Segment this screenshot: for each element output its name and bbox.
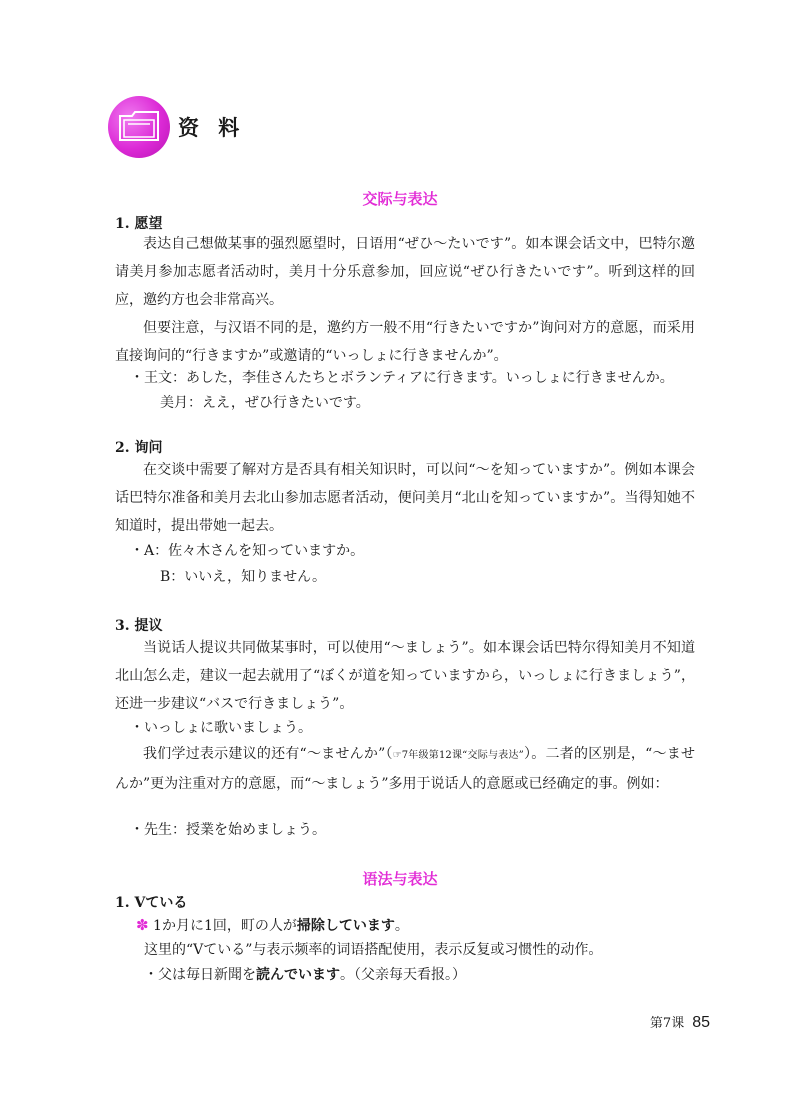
lesson-label: 第7课 (649, 1016, 685, 1031)
example-v-teiru-2-c: 。（父亲每天看报。） (340, 967, 466, 983)
flower-icon: ✽ (136, 916, 149, 934)
example-ask-1: ・A：佐々木さんを知っていますか。 (130, 543, 365, 559)
example-v-teiru-1-c: 。 (394, 918, 409, 934)
paragraph-wish-1: 表达自己想做某事的强烈愿望时，日语用“ぜひ～たいです”。如本课会话文中，巴特尔邀请美月参加志愿者活动时，美月十分乐意参加，回应说“ぜひ行きたいです”。听到这样的回应，邀约方也会非常高兴。 (115, 236, 695, 308)
example-v-teiru-1-b: 掃除しています (296, 918, 395, 934)
example-v-teiru-1-a: 1か月に1回，町の人が (153, 918, 297, 934)
page-title: 资 料 (178, 116, 246, 140)
paragraph-suggest-1: 当说话人提议共同做某事时，可以使用“～ましょう”。如本课会话巴特尔得知美月不知道北山怎么走，建议一起去就用了“ぼくが道を知っていますから，いっしょに行きましょう”，还进一步建议“バスで行きましょう”。 (115, 640, 695, 712)
paragraph-wish-2: 但要注意，与汉语不同的是，邀约方一般不用“行きたいですか”询问对方的意愿，而采用直接询问的“行きますか”或邀请的“いっしょに行きませんか”。 (115, 320, 695, 364)
heading-wish: 1. 愿望 (115, 216, 163, 232)
example-v-teiru-2-a: ・父は毎日新聞を (144, 967, 256, 983)
example-wish-2: 美月：ええ，ぜひ行きたいです。 (160, 395, 370, 411)
page-footer (650, 1012, 710, 1032)
paragraph-suggest-2-a: 我们学过表示建议的还有“～ませんか”（ (143, 746, 393, 762)
example-v-teiru-2-b: 読んでいます (256, 967, 340, 983)
folder-logo-icon (108, 96, 170, 158)
page-number: 85 (692, 1014, 710, 1031)
example-suggest-2: ・先生：授業を始めましょう。 (130, 822, 326, 838)
section-title-grammar: 语法与表达 (362, 870, 438, 888)
paragraph-v-teiru: 这里的“Vている”与表示频率的词语搭配使用，表示反复或习惯性的动作。 (144, 942, 603, 958)
example-ask-2: B：いいえ，知りません。 (160, 569, 326, 585)
heading-suggest: 3. 提议 (115, 618, 163, 634)
paragraph-ask: 在交谈中需要了解对方是否具有相关知识时，可以问“～を知っていますか”。例如本课会话巴特尔准备和美月去北山参加志愿者活动，便问美月“北山を知っていますか”。当得知她不知道时，提出带她一起去。 (115, 462, 695, 534)
paragraph-suggest-2-b: ）。二者的区别是，“～ませんか”更为注重对方的意愿，而“～ましょう”多用于说话人的意愿或已经确定的事。例如： (115, 746, 695, 792)
paragraph-suggest-2 (115, 740, 695, 798)
example-wish-1: ・王文：あした，李佳さんたちとボランティアに行きます。いっしょに行きませんか。 (130, 370, 674, 386)
heading-v-teiru: 1. Vている (115, 895, 188, 911)
heading-ask: 2. 询问 (115, 440, 163, 456)
example-v-teiru-2 (144, 961, 466, 989)
example-suggest-1: ・いっしょに歌いましょう。 (130, 720, 312, 736)
section-title-communication: 交际与表达 (362, 190, 438, 208)
cross-reference: ☞7年级第12课“交际与表达” (392, 750, 524, 761)
